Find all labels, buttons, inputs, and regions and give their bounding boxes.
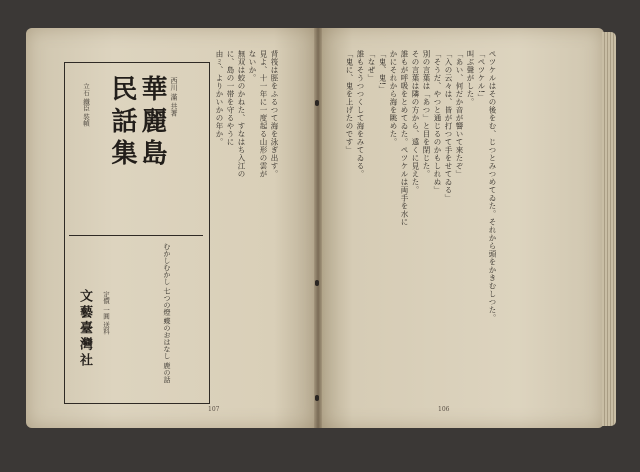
- book-gutter: [314, 28, 322, 428]
- left-body-text: [214, 50, 314, 288]
- text-line: 「ぺツケル!」: [477, 50, 486, 102]
- ad-title: 華麗島: [137, 75, 167, 171]
- ad-author: 西川 滿 共著: [170, 77, 178, 117]
- text-line: 別の言葉は「あつ」と目を閉じた。: [422, 50, 431, 178]
- text-line: 由ミ、よりかいかの年か。: [215, 50, 224, 146]
- ad-brand: 文藝臺灣社: [77, 289, 92, 369]
- binding-stitch: [315, 395, 319, 401]
- ad-list: むかしむかし 七つの燈 蝶のおはなし 鹿の話: [163, 243, 171, 383]
- text-line: 背筏は脛をふるつて海を泳ぎ出す。: [270, 50, 279, 178]
- text-line: 「そうだ、やつと通じるのかもしれぬ」: [433, 50, 442, 194]
- text-line: 見よ、十一年に一度起る山形の雲が: [259, 50, 268, 178]
- book-spread: [14, 10, 618, 462]
- binding-stitch: [315, 100, 319, 106]
- text-line: その言葉は隣の方から、遠くに見えた。: [411, 50, 420, 194]
- book-advertisement: [64, 62, 210, 404]
- text-line: 「鬼、鬼!」: [378, 50, 387, 94]
- text-line: 誰もが呼吸をとめてゐた。ぺツケルは両手を水に: [400, 50, 409, 226]
- text-line: かにそれから海を眺めた。: [389, 50, 398, 146]
- text-line: 誰もそうつつくして海をみてゐる。: [356, 50, 365, 178]
- text-line: ないか。: [248, 50, 257, 82]
- text-line: ぺツケルはその後をむ、じつとみつめてゐた。それから頭をかきむしつた。: [488, 50, 497, 322]
- right-body-text: [344, 50, 580, 380]
- ad-title: 民話集: [107, 75, 137, 171]
- text-line: 無双は蛟のかねた、すなはち入江の: [237, 50, 246, 178]
- page-edges: [602, 32, 616, 426]
- text-line: 「なぜ」: [367, 50, 376, 82]
- page-number-right: 106: [438, 406, 450, 413]
- text-line: 「入の云々は、皆が打つて手をせてゐる」: [444, 50, 453, 202]
- text-line: に、島の一帯を守るやうに: [226, 50, 235, 146]
- ad-publisher-line: 立石 鐵臣 裝幀: [82, 83, 90, 127]
- text-line: 叫ぶ聲がした。: [466, 50, 475, 106]
- page-number-left: 107: [208, 406, 220, 413]
- ad-divider: [69, 235, 203, 236]
- binding-stitch: [315, 280, 319, 286]
- ad-price: 定價 一圓 送料: [102, 291, 110, 335]
- text-line: 「鬼に、鬼を上げたのです」: [345, 50, 354, 154]
- text-line: 「あい、何だか音が響いて來たぞ」: [455, 50, 464, 178]
